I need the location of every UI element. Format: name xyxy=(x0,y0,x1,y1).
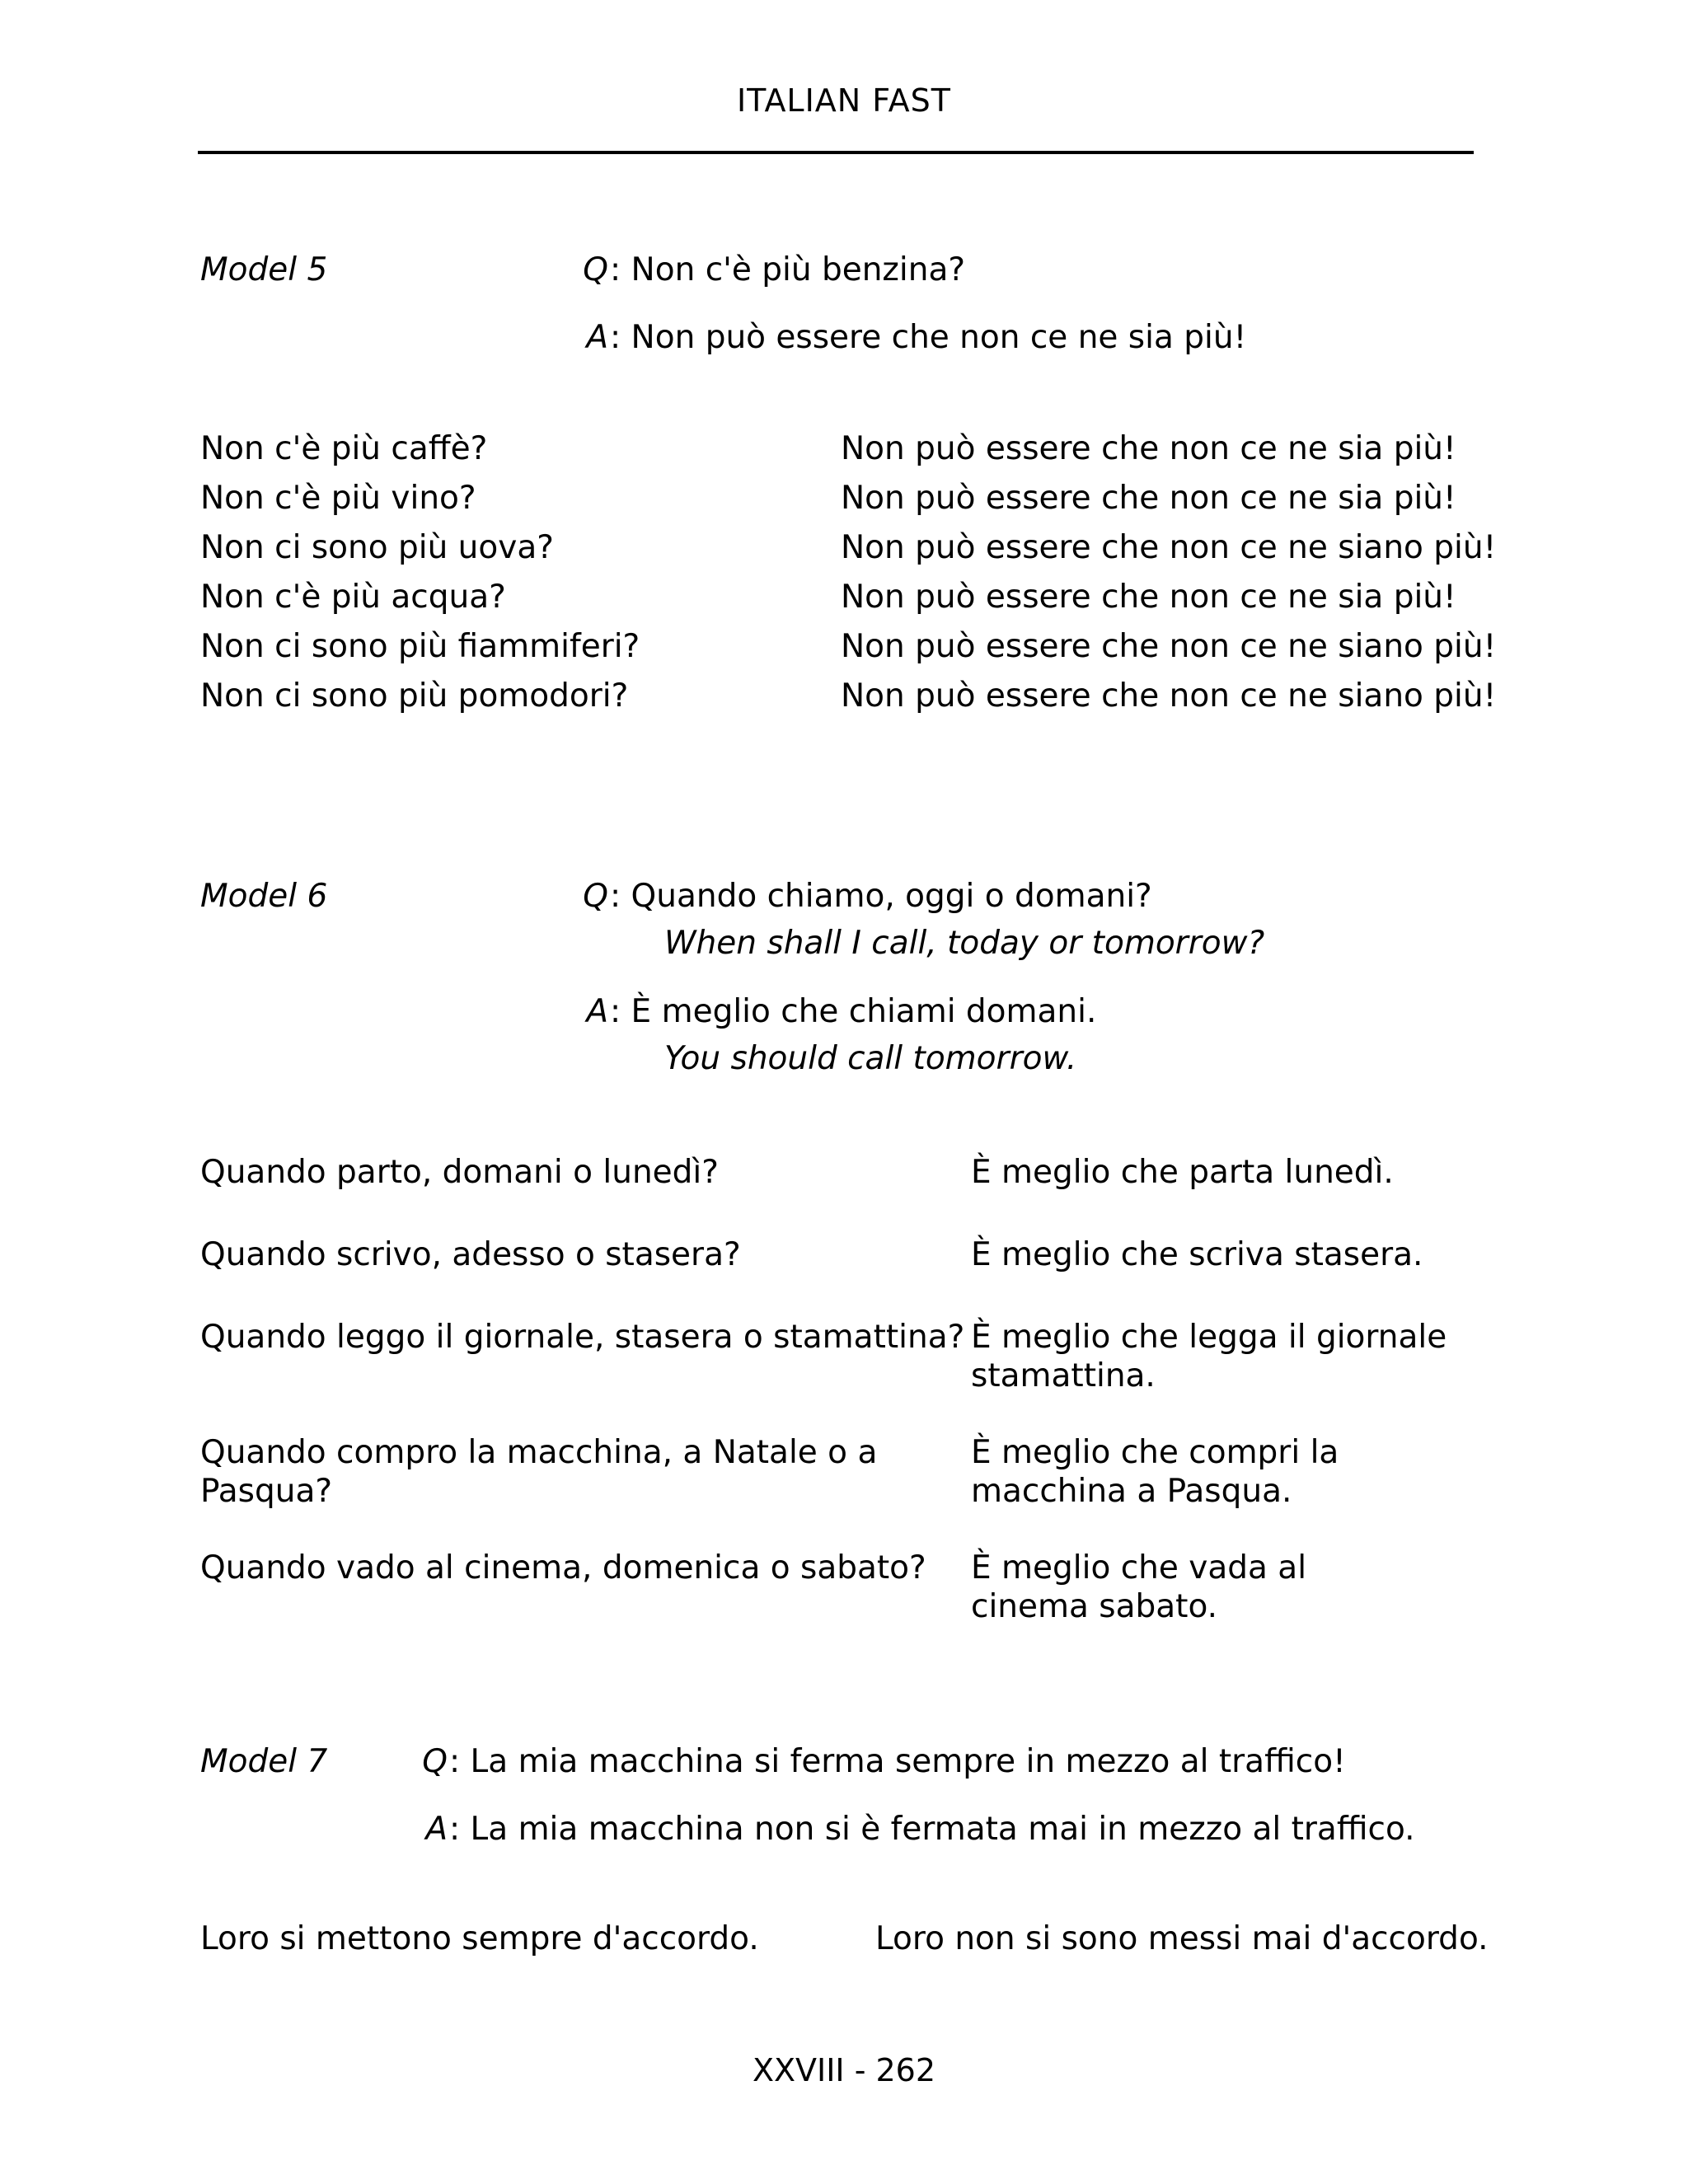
pair-prompt: Quando vado al cinema, domenica o sabato? xyxy=(200,1549,926,1586)
list-item: Non può essere che non ce ne sia più! xyxy=(841,430,1456,467)
pair-prompt: Quando compro la macchina, a Natale o a Pasqua? xyxy=(200,1434,878,1510)
model-7-prompt: Loro si mettono sempre d'accordo. xyxy=(200,1920,759,1957)
answer-text: Non può essere che non ce ne sia più! xyxy=(631,319,1247,356)
list-item: Non può essere che non ce ne sia più! xyxy=(841,480,1456,517)
model-5-answer: A: Non può essere che non ce ne sia più! xyxy=(560,319,1246,358)
list-item: Non ci sono più uova? xyxy=(200,529,554,566)
model-7-question: Q: La mia macchina si ferma sempre in mezzo al traffico! xyxy=(400,1743,1346,1782)
list-item: Non ci sono più fiammiferi? xyxy=(200,628,640,665)
pair-answer: È meglio che scriva stasera. xyxy=(971,1236,1423,1273)
model-5-prompt-list xyxy=(200,424,640,721)
question-text: Quando chiamo, oggi o domani? xyxy=(631,878,1152,915)
model-7-label: Model 7 xyxy=(200,1743,328,1780)
pair-prompt: Quando leggo il giornale, stasera o stamattina? xyxy=(200,1319,965,1356)
question-letter: Q xyxy=(583,878,608,915)
model-5-answer-list xyxy=(841,424,1496,721)
list-item: Non c'è più vino? xyxy=(200,480,476,517)
list-item: Non può essere che non ce ne sia più! xyxy=(841,579,1456,616)
pair-answer: È meglio che legga il giornale stamattina. xyxy=(971,1319,1447,1394)
pair-answer: È meglio che compri la macchina a Pasqua. xyxy=(971,1434,1339,1510)
question-translation: When shall I call, today or tomorrow? xyxy=(664,925,1265,962)
answer-letter: A xyxy=(586,993,608,1030)
pair-prompt: Quando scrivo, adesso o stasera? xyxy=(200,1236,741,1273)
question-text: La mia macchina si ferma sempre in mezzo al traffico! xyxy=(470,1743,1346,1780)
answer-translation: You should call tomorrow. xyxy=(664,1040,1077,1077)
list-item: Non c'è più caffè? xyxy=(200,430,488,467)
running-header: ITALIAN FAST xyxy=(736,82,952,119)
answer-letter: A xyxy=(586,319,608,356)
list-item: Non c'è più acqua? xyxy=(200,579,506,616)
model-6-question: Q: Quando chiamo, oggi o domani? xyxy=(560,878,1152,916)
list-item: Non può essere che non ce ne siano più! xyxy=(841,628,1497,665)
list-item: Non ci sono più pomodori? xyxy=(200,677,629,715)
header-rule xyxy=(198,151,1474,154)
question-text: Non c'è più benzina? xyxy=(631,251,966,288)
model-7-answer: A: La mia macchina non si è fermata mai in mezzo al traffico. xyxy=(400,1811,1415,1849)
answer-text: La mia macchina non si è fermata mai in mezzo al traffico. xyxy=(470,1811,1415,1848)
list-item: Non può essere che non ce ne siano più! xyxy=(841,677,1497,715)
pair-prompt: Quando parto, domani o lunedì? xyxy=(200,1154,719,1191)
page-number: XXVIII - 262 xyxy=(752,2052,936,2088)
question-letter: Q xyxy=(583,251,608,288)
model-6-label: Model 6 xyxy=(200,878,328,915)
answer-letter: A xyxy=(425,1811,448,1848)
model-7-response: Loro non si sono messi mai d'accordo. xyxy=(875,1920,1489,1957)
pair-answer: È meglio che parta lunedì. xyxy=(971,1154,1394,1191)
model-5-question: Q: Non c'è più benzina? xyxy=(560,251,965,290)
question-letter: Q xyxy=(422,1743,448,1780)
list-item: Non può essere che non ce ne siano più! xyxy=(841,529,1497,566)
answer-text: È meglio che chiami domani. xyxy=(631,993,1097,1030)
model-6-answer: A: È meglio che chiami domani. xyxy=(560,993,1096,1032)
model-5-label: Model 5 xyxy=(200,251,328,288)
pair-answer: È meglio che vada al cinema sabato. xyxy=(971,1549,1307,1625)
